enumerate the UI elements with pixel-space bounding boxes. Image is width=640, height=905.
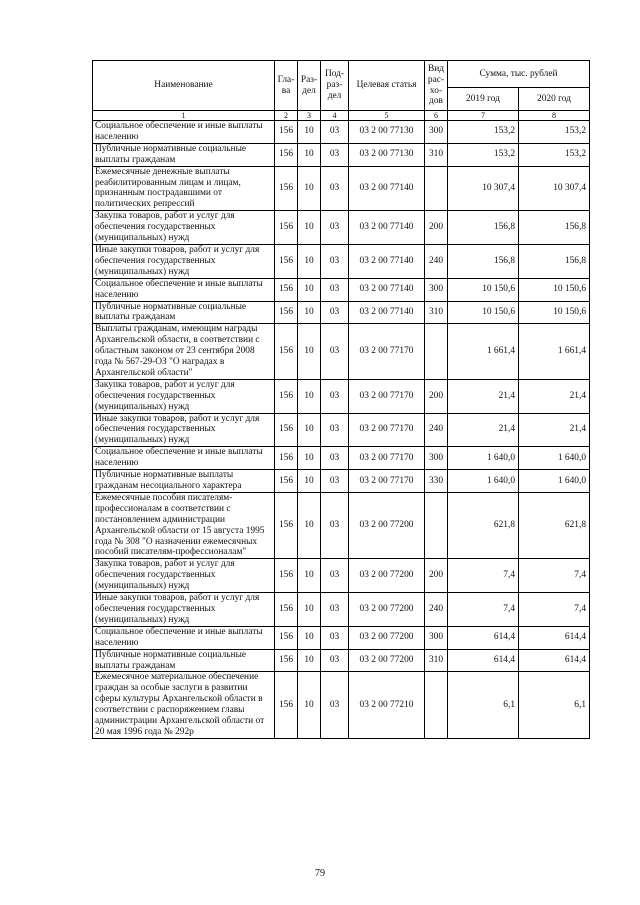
- table-row: [93, 324, 590, 380]
- column-number: 8: [519, 111, 590, 121]
- row-target: 03 2 00 77140: [349, 278, 425, 301]
- row-sum-2019: 10 150,6: [448, 278, 519, 301]
- row-expense-type: [425, 324, 448, 380]
- row-section: 10: [298, 211, 321, 245]
- row-subsection: 03: [321, 649, 349, 672]
- column-number: 3: [298, 111, 321, 121]
- row-name: Закупка товаров, работ и услуг для обеспечения государственных (муниципальных) нужд: [93, 211, 275, 245]
- table-row: [93, 379, 590, 413]
- row-section: 10: [298, 492, 321, 558]
- row-section: 10: [298, 626, 321, 649]
- row-target: 03 2 00 77140: [349, 166, 425, 211]
- row-sum-2019: 614,4: [448, 649, 519, 672]
- table-row: [93, 211, 590, 245]
- row-chapter: 156: [275, 447, 298, 470]
- column-number: 4: [321, 111, 349, 121]
- column-number: 5: [349, 111, 425, 121]
- row-section: 10: [298, 413, 321, 447]
- row-sum-2019: 10 150,6: [448, 301, 519, 324]
- row-name: Ежемесячные пособия писателям-профессионалам в соответствии с постановлением администрации Архангельской области от 15 августа 1995 года № 308 "О назначении ежемесячных пособий писателям-профессионалам": [93, 492, 275, 558]
- row-sum-2019: 153,2: [448, 121, 519, 144]
- row-expense-type: 300: [425, 447, 448, 470]
- header-expense-type: Вид рас-хо-дов: [425, 61, 448, 111]
- row-subsection: 03: [321, 301, 349, 324]
- row-target: 03 2 00 77200: [349, 559, 425, 593]
- row-section: 10: [298, 559, 321, 593]
- row-sum-2020: 153,2: [519, 121, 590, 144]
- row-subsection: 03: [321, 166, 349, 211]
- row-expense-type: [425, 672, 448, 738]
- row-section: 10: [298, 672, 321, 738]
- row-chapter: 156: [275, 121, 298, 144]
- row-sum-2019: 621,8: [448, 492, 519, 558]
- row-chapter: 156: [275, 379, 298, 413]
- row-name: Закупка товаров, работ и услуг для обеспечения государственных (муниципальных) нужд: [93, 559, 275, 593]
- row-target: 03 2 00 77140: [349, 211, 425, 245]
- header-section: Раз-дел: [298, 61, 321, 111]
- row-subsection: 03: [321, 324, 349, 380]
- row-name: Публичные нормативные социальные выплаты гражданам: [93, 143, 275, 166]
- row-sum-2019: 614,4: [448, 626, 519, 649]
- row-name: Выплаты гражданам, имеющим награды Архангельской области, в соответствии с областным законом от 23 сентября 2008 года № 567-29-ОЗ "О наградах в Архангельской области": [93, 324, 275, 380]
- row-expense-type: 310: [425, 301, 448, 324]
- row-sum-2020: 10 150,6: [519, 301, 590, 324]
- column-number: 1: [93, 111, 275, 121]
- row-expense-type: 240: [425, 244, 448, 278]
- row-name: Иные закупки товаров, работ и услуг для обеспечения государственных (муниципальных) нужд: [93, 413, 275, 447]
- row-chapter: 156: [275, 413, 298, 447]
- row-sum-2020: 10 307,4: [519, 166, 590, 211]
- budget-table: [92, 60, 590, 739]
- table-row: [93, 470, 590, 493]
- row-sum-2020: 6,1: [519, 672, 590, 738]
- row-subsection: 03: [321, 626, 349, 649]
- row-sum-2019: 156,8: [448, 244, 519, 278]
- row-chapter: 156: [275, 470, 298, 493]
- table-row: [93, 559, 590, 593]
- row-expense-type: 310: [425, 143, 448, 166]
- row-sum-2019: 7,4: [448, 593, 519, 627]
- row-section: 10: [298, 649, 321, 672]
- row-target: 03 2 00 77130: [349, 143, 425, 166]
- row-chapter: 156: [275, 649, 298, 672]
- row-name: Публичные нормативные выплаты гражданам несоциального характера: [93, 470, 275, 493]
- row-name: Иные закупки товаров, работ и услуг для обеспечения государственных (муниципальных) нужд: [93, 593, 275, 627]
- row-subsection: 03: [321, 244, 349, 278]
- row-target: 03 2 00 77140: [349, 244, 425, 278]
- table-row: [93, 593, 590, 627]
- row-subsection: 03: [321, 470, 349, 493]
- row-expense-type: [425, 166, 448, 211]
- header-year-2020: 2020 год: [519, 88, 590, 111]
- table-row: [93, 301, 590, 324]
- row-expense-type: 200: [425, 211, 448, 245]
- row-sum-2020: 21,4: [519, 379, 590, 413]
- row-section: 10: [298, 143, 321, 166]
- row-chapter: 156: [275, 324, 298, 380]
- table-row: [93, 143, 590, 166]
- row-section: 10: [298, 470, 321, 493]
- row-target: 03 2 00 77170: [349, 447, 425, 470]
- row-chapter: 156: [275, 593, 298, 627]
- row-subsection: 03: [321, 121, 349, 144]
- row-name: Социальное обеспечение и иные выплаты населению: [93, 121, 275, 144]
- row-sum-2020: 1 640,0: [519, 470, 590, 493]
- row-expense-type: 330: [425, 470, 448, 493]
- page-number: 79: [315, 868, 325, 879]
- row-subsection: 03: [321, 447, 349, 470]
- row-expense-type: 200: [425, 559, 448, 593]
- row-subsection: 03: [321, 593, 349, 627]
- column-number: 6: [425, 111, 448, 121]
- header-sum-group: Сумма, тыс. рублей: [448, 61, 590, 88]
- table-row: [93, 626, 590, 649]
- row-sum-2019: 156,8: [448, 211, 519, 245]
- row-subsection: 03: [321, 413, 349, 447]
- row-sum-2019: 10 307,4: [448, 166, 519, 211]
- column-number: 7: [448, 111, 519, 121]
- table-row: [93, 492, 590, 558]
- table-row: [93, 672, 590, 738]
- row-sum-2020: 10 150,6: [519, 278, 590, 301]
- row-chapter: 156: [275, 492, 298, 558]
- row-sum-2020: 1 661,4: [519, 324, 590, 380]
- row-target: 03 2 00 77200: [349, 649, 425, 672]
- table-row: [93, 649, 590, 672]
- row-target: 03 2 00 77200: [349, 626, 425, 649]
- row-sum-2020: 21,4: [519, 413, 590, 447]
- row-chapter: 156: [275, 166, 298, 211]
- table-row: [93, 121, 590, 144]
- row-chapter: 156: [275, 244, 298, 278]
- row-sum-2020: 156,8: [519, 211, 590, 245]
- row-chapter: 156: [275, 559, 298, 593]
- row-sum-2019: 1 640,0: [448, 447, 519, 470]
- row-name: Публичные нормативные социальные выплаты гражданам: [93, 301, 275, 324]
- row-chapter: 156: [275, 211, 298, 245]
- row-subsection: 03: [321, 492, 349, 558]
- row-sum-2020: 621,8: [519, 492, 590, 558]
- row-name: Ежемесячные денежные выплаты реабилитированным лицам и лицам, признанным пострадавшими от политических репрессий: [93, 166, 275, 211]
- row-section: 10: [298, 278, 321, 301]
- row-expense-type: 200: [425, 379, 448, 413]
- row-expense-type: [425, 492, 448, 558]
- row-name: Публичные нормативные социальные выплаты гражданам: [93, 649, 275, 672]
- row-sum-2019: 7,4: [448, 559, 519, 593]
- row-section: 10: [298, 379, 321, 413]
- column-number-row: [93, 111, 590, 121]
- row-section: 10: [298, 593, 321, 627]
- row-sum-2019: 153,2: [448, 143, 519, 166]
- table-row: [93, 447, 590, 470]
- row-chapter: 156: [275, 672, 298, 738]
- row-expense-type: 240: [425, 413, 448, 447]
- table-row: [93, 278, 590, 301]
- row-section: 10: [298, 324, 321, 380]
- row-sum-2019: 21,4: [448, 379, 519, 413]
- row-target: 03 2 00 77200: [349, 492, 425, 558]
- row-section: 10: [298, 244, 321, 278]
- table-row: [93, 244, 590, 278]
- row-name: Социальное обеспечение и иные выплаты населению: [93, 626, 275, 649]
- header-target: Целевая статья: [349, 61, 425, 111]
- row-sum-2019: 6,1: [448, 672, 519, 738]
- row-expense-type: 300: [425, 278, 448, 301]
- row-sum-2020: 7,4: [519, 559, 590, 593]
- table-header: [93, 61, 590, 121]
- row-name: Иные закупки товаров, работ и услуг для обеспечения государственных (муниципальных) нужд: [93, 244, 275, 278]
- row-section: 10: [298, 121, 321, 144]
- row-subsection: 03: [321, 143, 349, 166]
- header-name: Наименование: [93, 61, 275, 111]
- budget-table-sheet: [92, 60, 589, 739]
- table-row: [93, 413, 590, 447]
- row-sum-2020: 156,8: [519, 244, 590, 278]
- column-number: 2: [275, 111, 298, 121]
- row-target: 03 2 00 77170: [349, 470, 425, 493]
- row-target: 03 2 00 77210: [349, 672, 425, 738]
- row-sum-2020: 7,4: [519, 593, 590, 627]
- row-subsection: 03: [321, 211, 349, 245]
- row-name: Закупка товаров, работ и услуг для обеспечения государственных (муниципальных) нужд: [93, 379, 275, 413]
- row-sum-2019: 1 661,4: [448, 324, 519, 380]
- row-subsection: 03: [321, 559, 349, 593]
- row-section: 10: [298, 301, 321, 324]
- row-name: Социальное обеспечение и иные выплаты населению: [93, 447, 275, 470]
- table-row: [93, 166, 590, 211]
- row-chapter: 156: [275, 143, 298, 166]
- row-section: 10: [298, 447, 321, 470]
- row-expense-type: 300: [425, 121, 448, 144]
- row-sum-2020: 614,4: [519, 626, 590, 649]
- header-year-2019: 2019 год: [448, 88, 519, 111]
- row-sum-2019: 1 640,0: [448, 470, 519, 493]
- row-name: Социальное обеспечение и иные выплаты населению: [93, 278, 275, 301]
- row-chapter: 156: [275, 278, 298, 301]
- header-subsection: Под-раз-дел: [321, 61, 349, 111]
- row-expense-type: 310: [425, 649, 448, 672]
- row-target: 03 2 00 77170: [349, 379, 425, 413]
- row-target: 03 2 00 77170: [349, 324, 425, 380]
- row-target: 03 2 00 77200: [349, 593, 425, 627]
- row-section: 10: [298, 166, 321, 211]
- row-expense-type: 300: [425, 626, 448, 649]
- row-sum-2020: 1 640,0: [519, 447, 590, 470]
- table-body: [93, 121, 590, 739]
- row-target: 03 2 00 77140: [349, 301, 425, 324]
- row-expense-type: 240: [425, 593, 448, 627]
- row-sum-2020: 153,2: [519, 143, 590, 166]
- row-chapter: 156: [275, 626, 298, 649]
- row-subsection: 03: [321, 379, 349, 413]
- header-chapter: Гла-ва: [275, 61, 298, 111]
- row-target: 03 2 00 77170: [349, 413, 425, 447]
- row-chapter: 156: [275, 301, 298, 324]
- row-subsection: 03: [321, 672, 349, 738]
- row-name: Ежемесячное материальное обеспечение граждан за особые заслуги в развитии сферы культуры Архангельской области в соответствии с распоряжением главы администрации Архангельской области от 20 мая 1996 года № 292р: [93, 672, 275, 738]
- row-sum-2020: 614,4: [519, 649, 590, 672]
- row-target: 03 2 00 77130: [349, 121, 425, 144]
- row-sum-2019: 21,4: [448, 413, 519, 447]
- row-subsection: 03: [321, 278, 349, 301]
